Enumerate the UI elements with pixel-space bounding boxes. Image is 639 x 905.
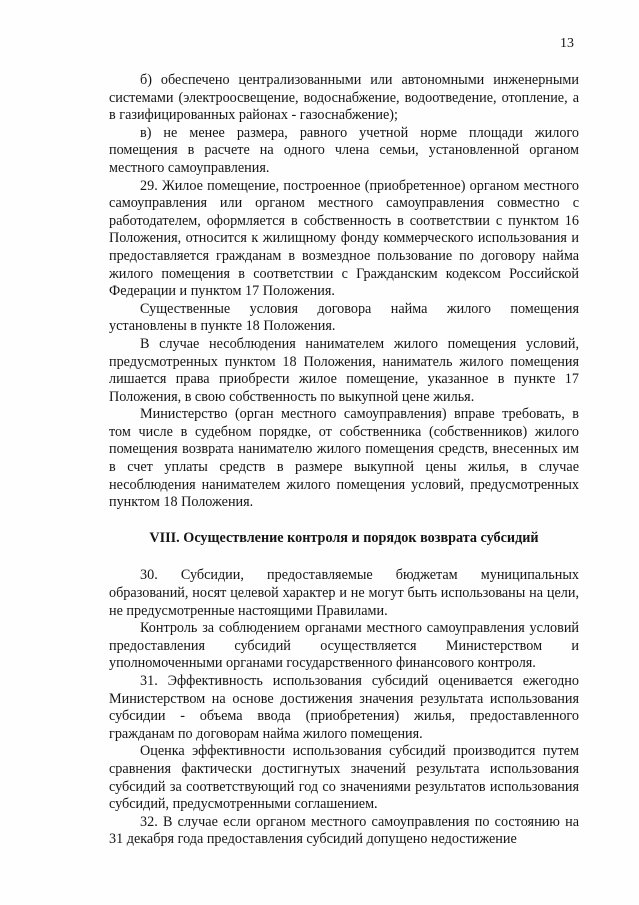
section-heading: VIII. Осуществление контроля и порядок возврата субсидий xyxy=(149,529,539,546)
paragraph-item-v: в) не менее размера, равного учетной норме площади жилого помещения в расчете на одного члена семьи, установленной органом местного самоуправления. xyxy=(109,124,579,176)
paragraph-noncompliance: В случае несоблюдения нанимателем жилого помещения условий, предусмотренных пунктом 18 Положения, наниматель жилого помещения лишается права приобрести жилое помещение, указанное в пункте 17 Положения, в свою собственность по выкупной цене жилья. xyxy=(109,335,579,405)
paragraph-30: 30. Субсидии, предоставляемые бюджетам муниципальных образований, носят целевой характер и не могут быть использованы на цели, не предусмотренные настоящими Правилами. xyxy=(109,567,579,619)
paragraph-31: 31. Эффективность использования субсидий оценивается ежегодно Министерством на основе достижения значения результата использования субсидии - объема ввода (приобретения) жилья, предоставленного гражданам по договорам найма жилого помещения. xyxy=(109,673,579,742)
paragraph-control: Контроль за соблюдением органами местного самоуправления условий предоставления субсидий осуществляется Министерством и уполномоченными органами государственного финансового контроля. xyxy=(109,620,579,672)
document-body xyxy=(109,72,579,849)
paragraph-efficiency-assessment: Оценка эффективности использования субсидий производится путем сравнения фактически достигнутых значений результата использования субсидий за соответствующий год со значениями результатов использования субсидий, предусмотренными соглашением. xyxy=(109,743,579,813)
paragraph-29: 29. Жилое помещение, построенное (приобретенное) органом местного самоуправления или органом местного самоуправления совместно с работодателем, оформляется в собственность в соответствии с пунктом 16 Положения, относится к жилищному фонду коммерческого использования и предоставляется гражданам в возмездное пользование по договору найма жилого помещения в соответствии с Гражданским кодексом Российской Федерации и пунктом 17 Положения. xyxy=(109,177,579,300)
page-number: 13 xyxy=(560,36,574,51)
paragraph-contract-terms: Существенные условия договора найма жилого помещения установлены в пункте 18 Положения. xyxy=(109,300,579,335)
paragraph-32: 32. В случае если органом местного самоуправления по состоянию на 31 декабря года предоставления субсидий допущено недостижение xyxy=(109,813,579,848)
paragraph-ministry-rights: Министерство (орган местного самоуправления) вправе требовать, в том числе в судебном порядке, от собственника (собственников) жилого помещения возврата нанимателю жилого помещения средств, внесенных им в счет уплаты средств в размере выкупной цены жилья, в случае несоблюдения нанимателем жилого помещения условий, предусмотренных пунктом 18 Положения. xyxy=(109,406,579,511)
paragraph-item-b: б) обеспечено централизованными или автономными инженерными системами (электроосвещение, водоснабжение, водоотведение, отопление, а в газифицированных районах - газоснабжение); xyxy=(109,72,579,124)
